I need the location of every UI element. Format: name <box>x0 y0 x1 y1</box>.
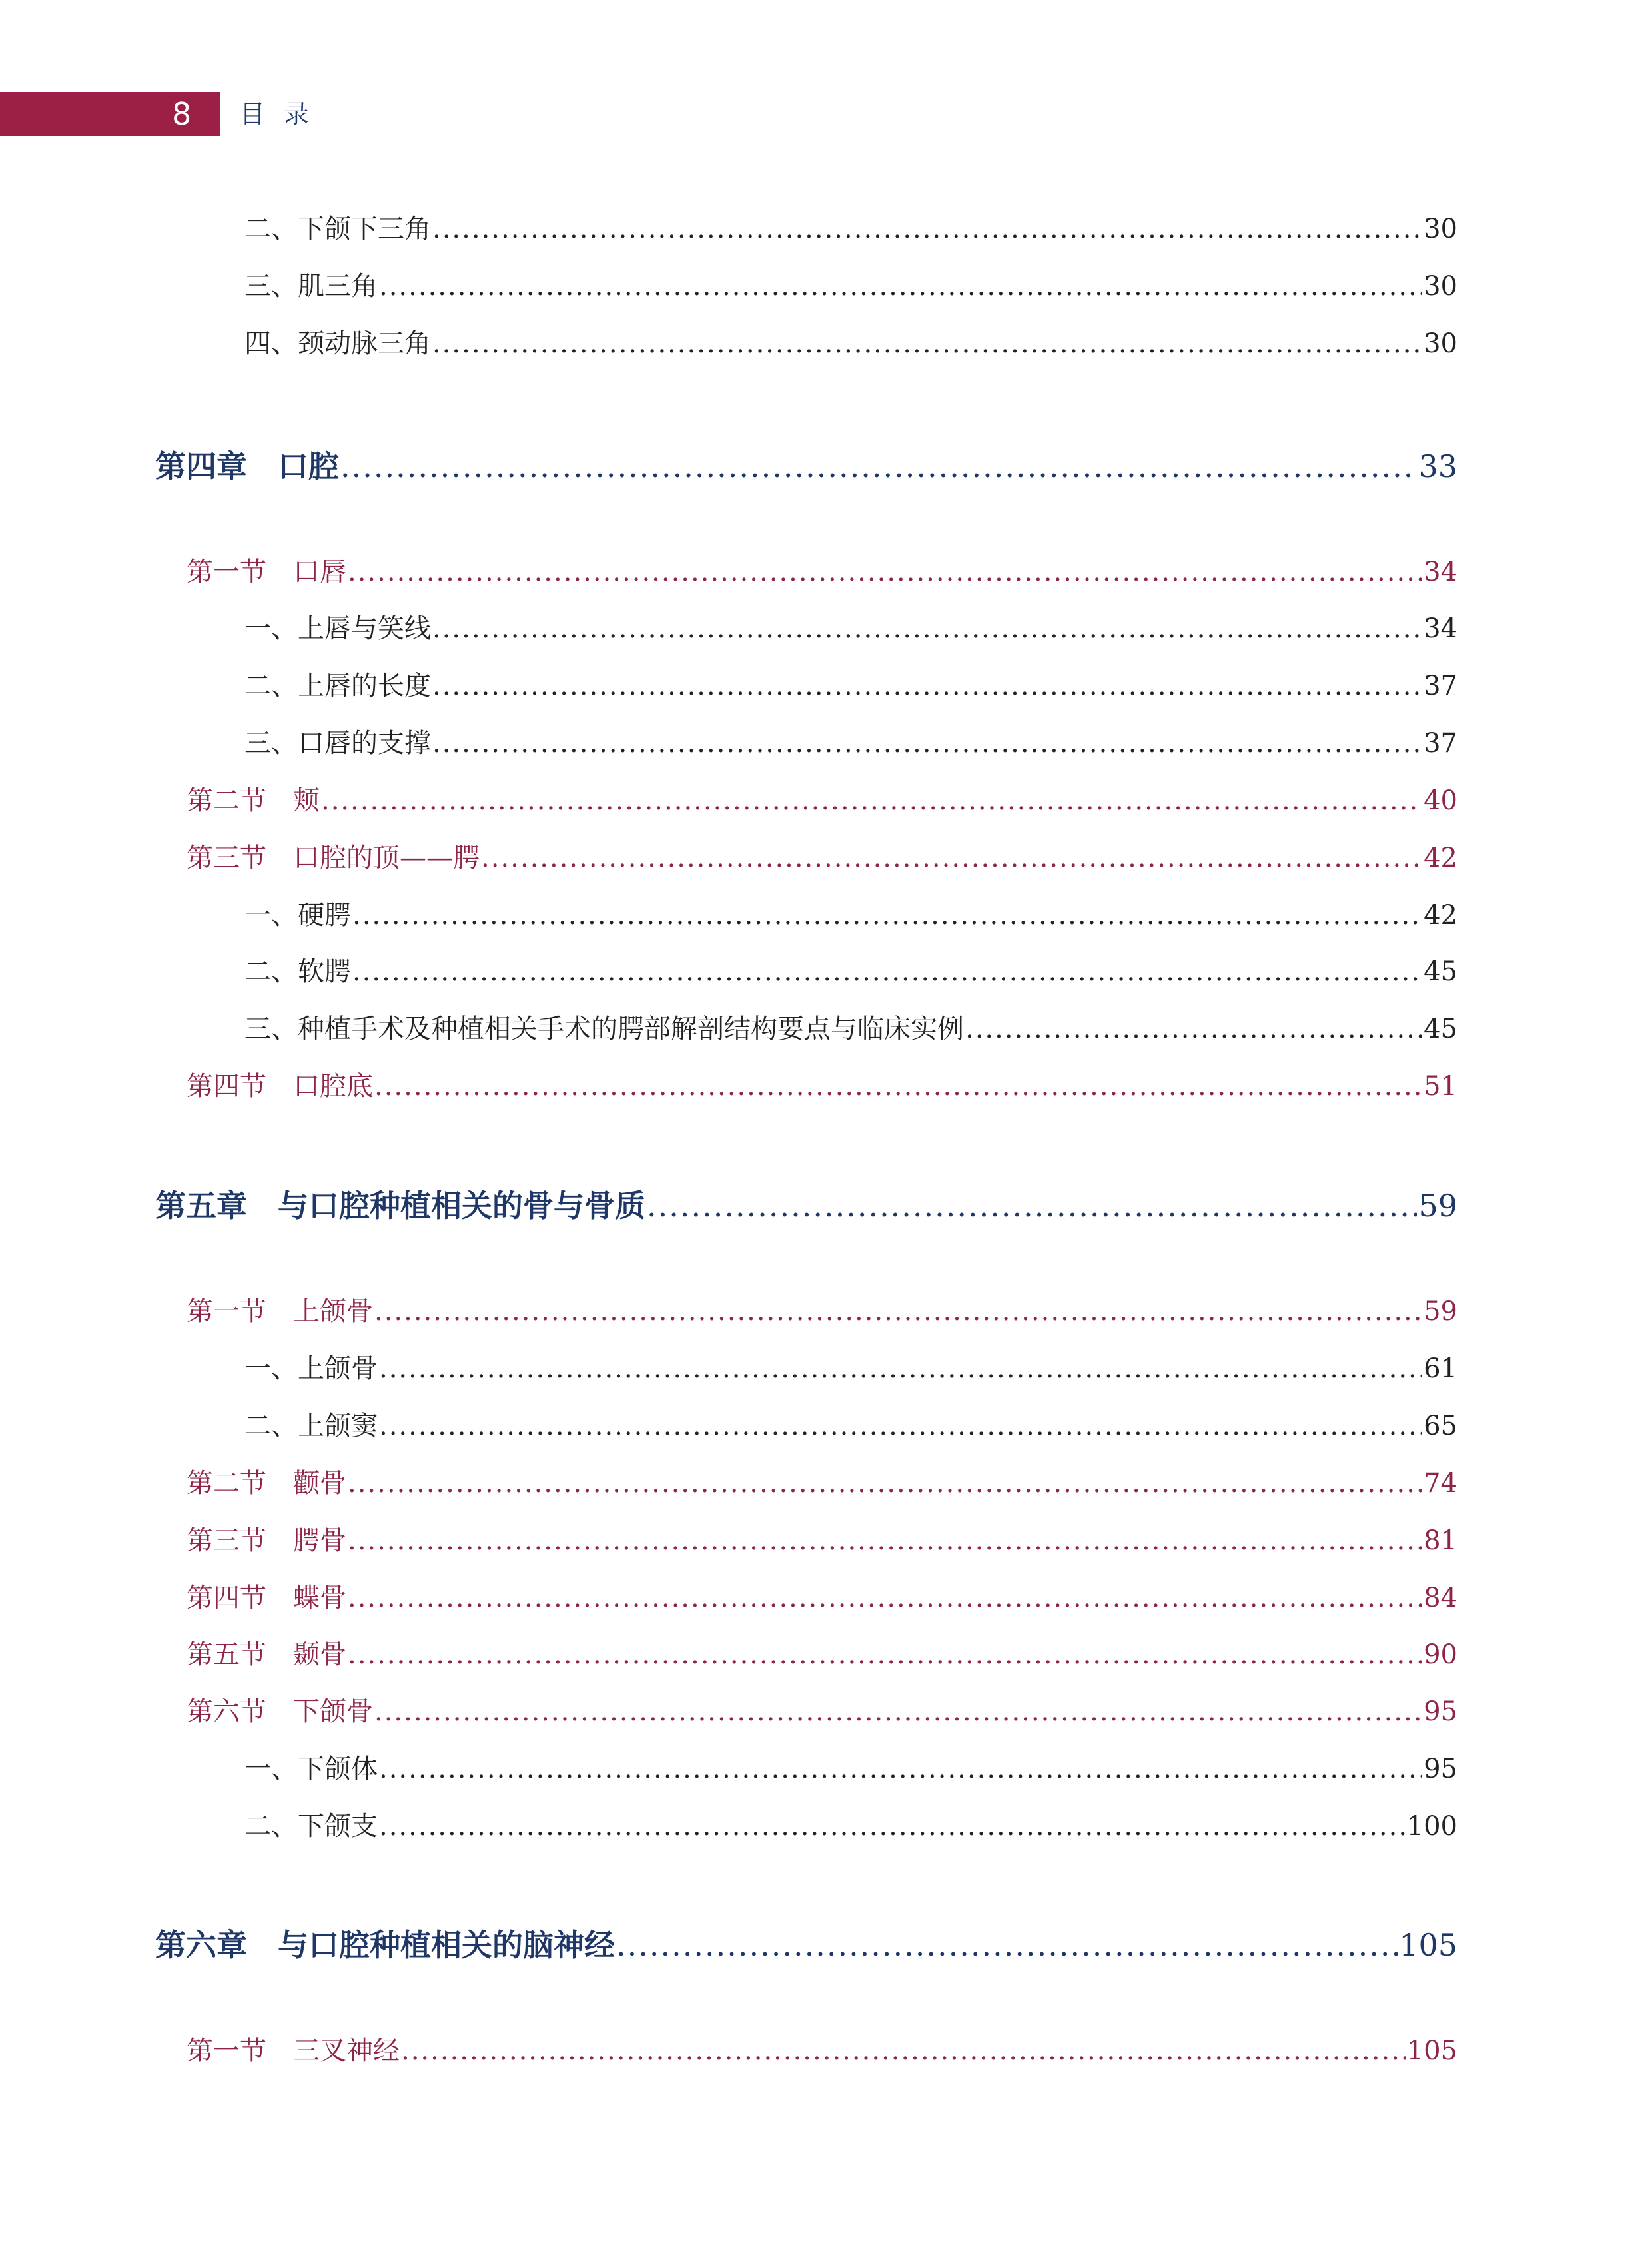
toc-section-label: 第一节 上颌骨 <box>187 1296 373 1327</box>
toc-chapter[interactable] <box>0 442 1457 486</box>
toc-section[interactable] <box>0 779 1457 817</box>
toc-entry-label: 一、硬腭 <box>244 900 351 931</box>
toc-entry-label: 二、下颌支 <box>244 1811 378 1842</box>
toc-leader-dots <box>340 448 1417 484</box>
toc-entry[interactable] <box>0 665 1457 703</box>
toc-entry[interactable] <box>0 265 1457 303</box>
toc-section-page: 51 <box>1424 1071 1457 1102</box>
toc-leader-dots <box>379 1754 1422 1784</box>
toc-entry[interactable] <box>0 1405 1457 1443</box>
toc-entry-page: 30 <box>1424 214 1457 244</box>
toc-entry-page: 37 <box>1424 671 1457 701</box>
toc-section-label: 第一节 三叉神经 <box>187 2036 400 2066</box>
toc-leader-dots <box>374 1071 1422 1102</box>
toc-section-page: 42 <box>1424 843 1457 873</box>
toc-entry-label: 二、下颌下三角 <box>244 214 431 244</box>
toc-section-page: 74 <box>1424 1468 1457 1499</box>
toc-entry-label: 四、颈动脉三角 <box>244 328 431 359</box>
toc-section-page: 59 <box>1424 1296 1457 1327</box>
toc-section-page: 81 <box>1424 1525 1457 1556</box>
toc-leader-dots <box>348 557 1422 587</box>
toc-section[interactable] <box>0 551 1457 589</box>
toc-entry-label: 三、肌三角 <box>244 271 378 302</box>
toc-leader-dots <box>379 1411 1422 1441</box>
toc-entry-page: 61 <box>1424 1353 1457 1384</box>
page-number: 8 <box>172 96 192 132</box>
toc-entry[interactable] <box>0 722 1457 760</box>
toc-section-page: 95 <box>1424 1696 1457 1727</box>
toc-entry-label: 二、软腭 <box>244 956 351 987</box>
toc-entry-page: 30 <box>1424 271 1457 302</box>
toc-leader-dots <box>352 900 1422 931</box>
toc-leader-dots <box>374 1696 1422 1727</box>
toc-entry[interactable] <box>0 950 1457 988</box>
toc-chapter-page: 105 <box>1399 1927 1457 1963</box>
toc-section-label: 第三节 腭骨 <box>187 1525 346 1556</box>
toc-leader-dots <box>432 328 1422 359</box>
toc-entry[interactable] <box>0 208 1457 246</box>
toc-section-label: 第三节 口腔的顶——腭 <box>187 843 480 873</box>
toc-section-label: 第一节 口唇 <box>187 557 346 587</box>
toc-section[interactable] <box>0 837 1457 875</box>
toc-entry-label: 三、口唇的支撑 <box>244 728 431 759</box>
toc-leader-dots <box>374 1296 1422 1327</box>
toc-entry-page: 65 <box>1424 1411 1457 1441</box>
toc-chapter-page: 59 <box>1418 1188 1457 1224</box>
toc-leader-dots <box>379 1353 1422 1384</box>
toc-chapter-label: 第六章 与口腔种植相关的脑神经 <box>155 1927 615 1963</box>
toc-entry[interactable] <box>0 322 1457 360</box>
toc-leader-dots <box>965 1014 1422 1044</box>
toc-chapter-label: 第四章 口腔 <box>155 448 339 484</box>
toc-leader-dots <box>348 1639 1422 1670</box>
toc-entry-label: 一、上颌骨 <box>244 1353 378 1384</box>
toc-leader-dots <box>432 728 1422 759</box>
toc-section-label: 第二节 颊 <box>187 785 320 816</box>
toc-entry-page: 42 <box>1424 900 1457 931</box>
toc-chapter[interactable] <box>0 1182 1457 1226</box>
toc-section[interactable] <box>0 1690 1457 1728</box>
toc-leader-dots <box>348 1583 1422 1613</box>
toc-leader-dots <box>401 2036 1406 2066</box>
toc-chapter-label: 第五章 与口腔种植相关的骨与骨质 <box>155 1188 645 1224</box>
toc-section[interactable] <box>0 1519 1457 1557</box>
toc-entry-label: 三、种植手术及种植相关手术的腭部解剖结构要点与临床实例 <box>244 1014 964 1044</box>
toc-section[interactable] <box>0 1462 1457 1500</box>
toc-entry[interactable] <box>0 1008 1457 1046</box>
toc-entry-label: 一、上唇与笑线 <box>244 613 431 644</box>
toc-entry-label: 二、上颌窦 <box>244 1411 378 1441</box>
toc-section-page: 84 <box>1424 1583 1457 1613</box>
toc-entry[interactable] <box>0 1748 1457 1786</box>
toc-entry-label: 二、上唇的长度 <box>244 671 431 701</box>
toc-entry-page: 95 <box>1424 1754 1457 1784</box>
toc-section-label: 第四节 口腔底 <box>187 1071 373 1102</box>
toc-section-page: 40 <box>1424 785 1457 816</box>
toc-entry-page: 100 <box>1406 1811 1457 1842</box>
toc-leader-dots <box>348 1525 1422 1556</box>
toc-leader-dots <box>481 843 1422 873</box>
toc-leader-dots <box>321 785 1422 816</box>
toc-section-page: 90 <box>1424 1639 1457 1670</box>
toc-leader-dots <box>348 1468 1422 1499</box>
toc-entry-page: 45 <box>1424 1014 1457 1044</box>
toc-leader-dots <box>352 956 1422 987</box>
toc-section-page: 34 <box>1424 557 1457 587</box>
toc-entry-page: 37 <box>1424 728 1457 759</box>
toc-entry[interactable] <box>0 1805 1457 1843</box>
toc-leader-dots <box>432 671 1422 701</box>
toc-section-label: 第四节 蝶骨 <box>187 1583 346 1613</box>
toc-chapter-page: 33 <box>1418 448 1457 484</box>
toc-entry[interactable] <box>0 607 1457 645</box>
toc-section-label: 第二节 颧骨 <box>187 1468 346 1499</box>
toc-entry-page: 34 <box>1424 613 1457 644</box>
toc-section[interactable] <box>0 2030 1457 2067</box>
toc-chapter[interactable] <box>0 1921 1457 1965</box>
toc-entry-page: 45 <box>1424 956 1457 987</box>
toc-entry[interactable] <box>0 894 1457 932</box>
toc-leader-dots <box>379 271 1422 302</box>
toc-leader-dots <box>379 1811 1406 1842</box>
toc-section-label: 第五节 颞骨 <box>187 1639 346 1670</box>
toc-leader-dots <box>647 1188 1417 1224</box>
toc-leader-dots <box>616 1927 1398 1963</box>
toc-section-page: 105 <box>1406 2036 1457 2066</box>
toc-section[interactable] <box>0 1577 1457 1615</box>
header-title: 目录 <box>240 99 328 129</box>
toc-entry-page: 30 <box>1424 328 1457 359</box>
toc-entry[interactable] <box>0 1347 1457 1385</box>
toc-entry-label: 一、下颌体 <box>244 1754 378 1784</box>
toc-section-label: 第六节 下颌骨 <box>187 1696 373 1727</box>
toc-leader-dots <box>432 613 1422 644</box>
toc-leader-dots <box>432 214 1422 244</box>
toc-section[interactable] <box>0 1065 1457 1103</box>
toc-section[interactable] <box>0 1290 1457 1328</box>
toc-section[interactable] <box>0 1633 1457 1671</box>
